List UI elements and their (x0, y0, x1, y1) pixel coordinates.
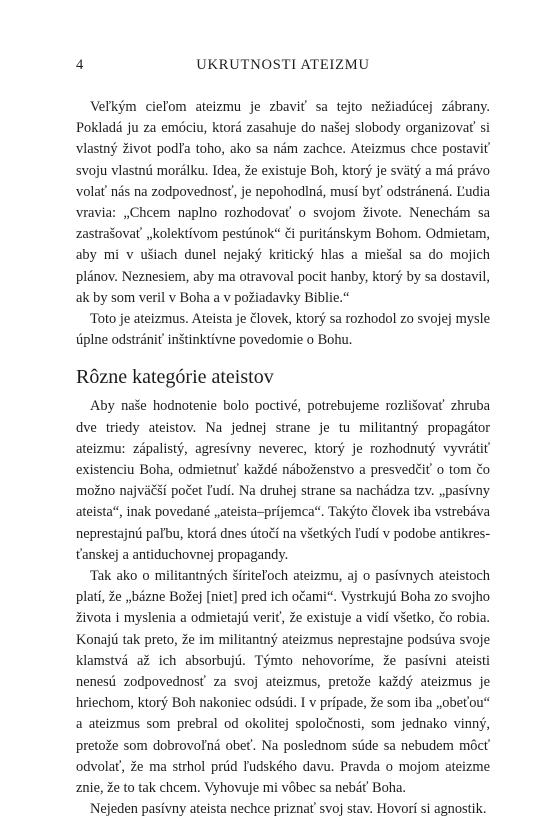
paragraph-dve-triedy: Aby naše hodnotenie bolo poctivé, potrebujeme rozlišovať zhruba dve triedy ateistov. Na jednej strane je tu militantný propagátor ateizmu: zápalistý, agresívny neverec, ktorý je rozhodnutý vyvrátiť existenciu Boha, odmietnuť každé náboženstvo a presvedčiť o tom čo možno najväčší počet ľudí. Na druhej strane sa nachádza tzv. „pasívny ateista“, inak povedané „ateista–príjemca“. Takýto človek iba vstrebáva neprestajnú paľbu, ktorá dnes útočí na všetkých ľudí v podobe antikres-ťanskej a antiduchovnej propagandy. (76, 398, 490, 563)
running-title: UKRUTNOSTI ATEIZMU (196, 57, 370, 73)
paragraph-agnostik: Nejeden pasívny ateista nechce priznať svoj stav. Hovorí si agnostik. (90, 801, 487, 818)
paragraph-zabrana: Veľkým cieľom ateizmu je zbaviť sa tejto nežiadúcej zábrany. Pokladá ju za emóciu, ktorá zasahuje do našej slobody organizovať si vlastný život podľa toho, ako sa nám zachce. Ateizmus chce postaviť svoju vlastnú morálku. Idea, že existuje Boh, ktorý je svätý a má právo volať nás na zodpovednosť, je nepohodlná, musí byť odstránená. Ľudia vravia: „Chcem naplno rozhodovať o svojom živote. Nenechám sa zastrašovať „kolektívom pestúnok“ či puritánskym Bohom. Odmietam, aby mi v ušiach dunel nejaký kritický hlas a miešal sa do mojich plánov. Neznesiem, aby ma otravoval pocit hanby, ktorý by sa dostavil, ak by som veril v Boha a v požiadavky Biblie.“ (76, 99, 490, 306)
section-heading: Rôzne kategórie ateistov (76, 366, 274, 389)
paragraph-pasivni-ateisti: Tak ako o militantných šíriteľoch ateizmu, aj o pasívnych ateistoch platí, že „bázne Božej [niet] pred ich očami“. Vystrkujú Boha zo svojho života i myslenia a odmietajú veriť, že existuje a vidí všetko, čo robia. Konajú tak preto, že im militantný ateizmus neprestajne podsúva svoje klamstvá až ich absorbujú. Týmto nehovoríme, že pasívni ateisti nenesú zodpovednosť za svoj ateizmus, pretože každý ateizmus je hriechom, ktorý Boh nakoniec odsúdi. I v prípade, že som iba „obeťou“ a ateizmus som prebral od okolitej spoločnosti, som jednako vinný, pretože som dobrovoľná obeť. Na poslednom súde sa nebudem môcť odvolať, že ma strhol prúd ľudského davu. Pravda o mojom ateizme znie, že to tak chcem. Vyhovuje mi vôbec sa nebáť Boha. (76, 568, 490, 797)
paragraph-toto-je-ateizmus: Toto je ateizmus. Ateista je človek, ktorý sa rozhodol zo svojej mysle úplne odstrániť inštinktívne povedomie o Bohu. (76, 311, 490, 349)
page-number: 4 (76, 57, 84, 73)
body-text (76, 97, 490, 821)
running-head (76, 57, 490, 79)
